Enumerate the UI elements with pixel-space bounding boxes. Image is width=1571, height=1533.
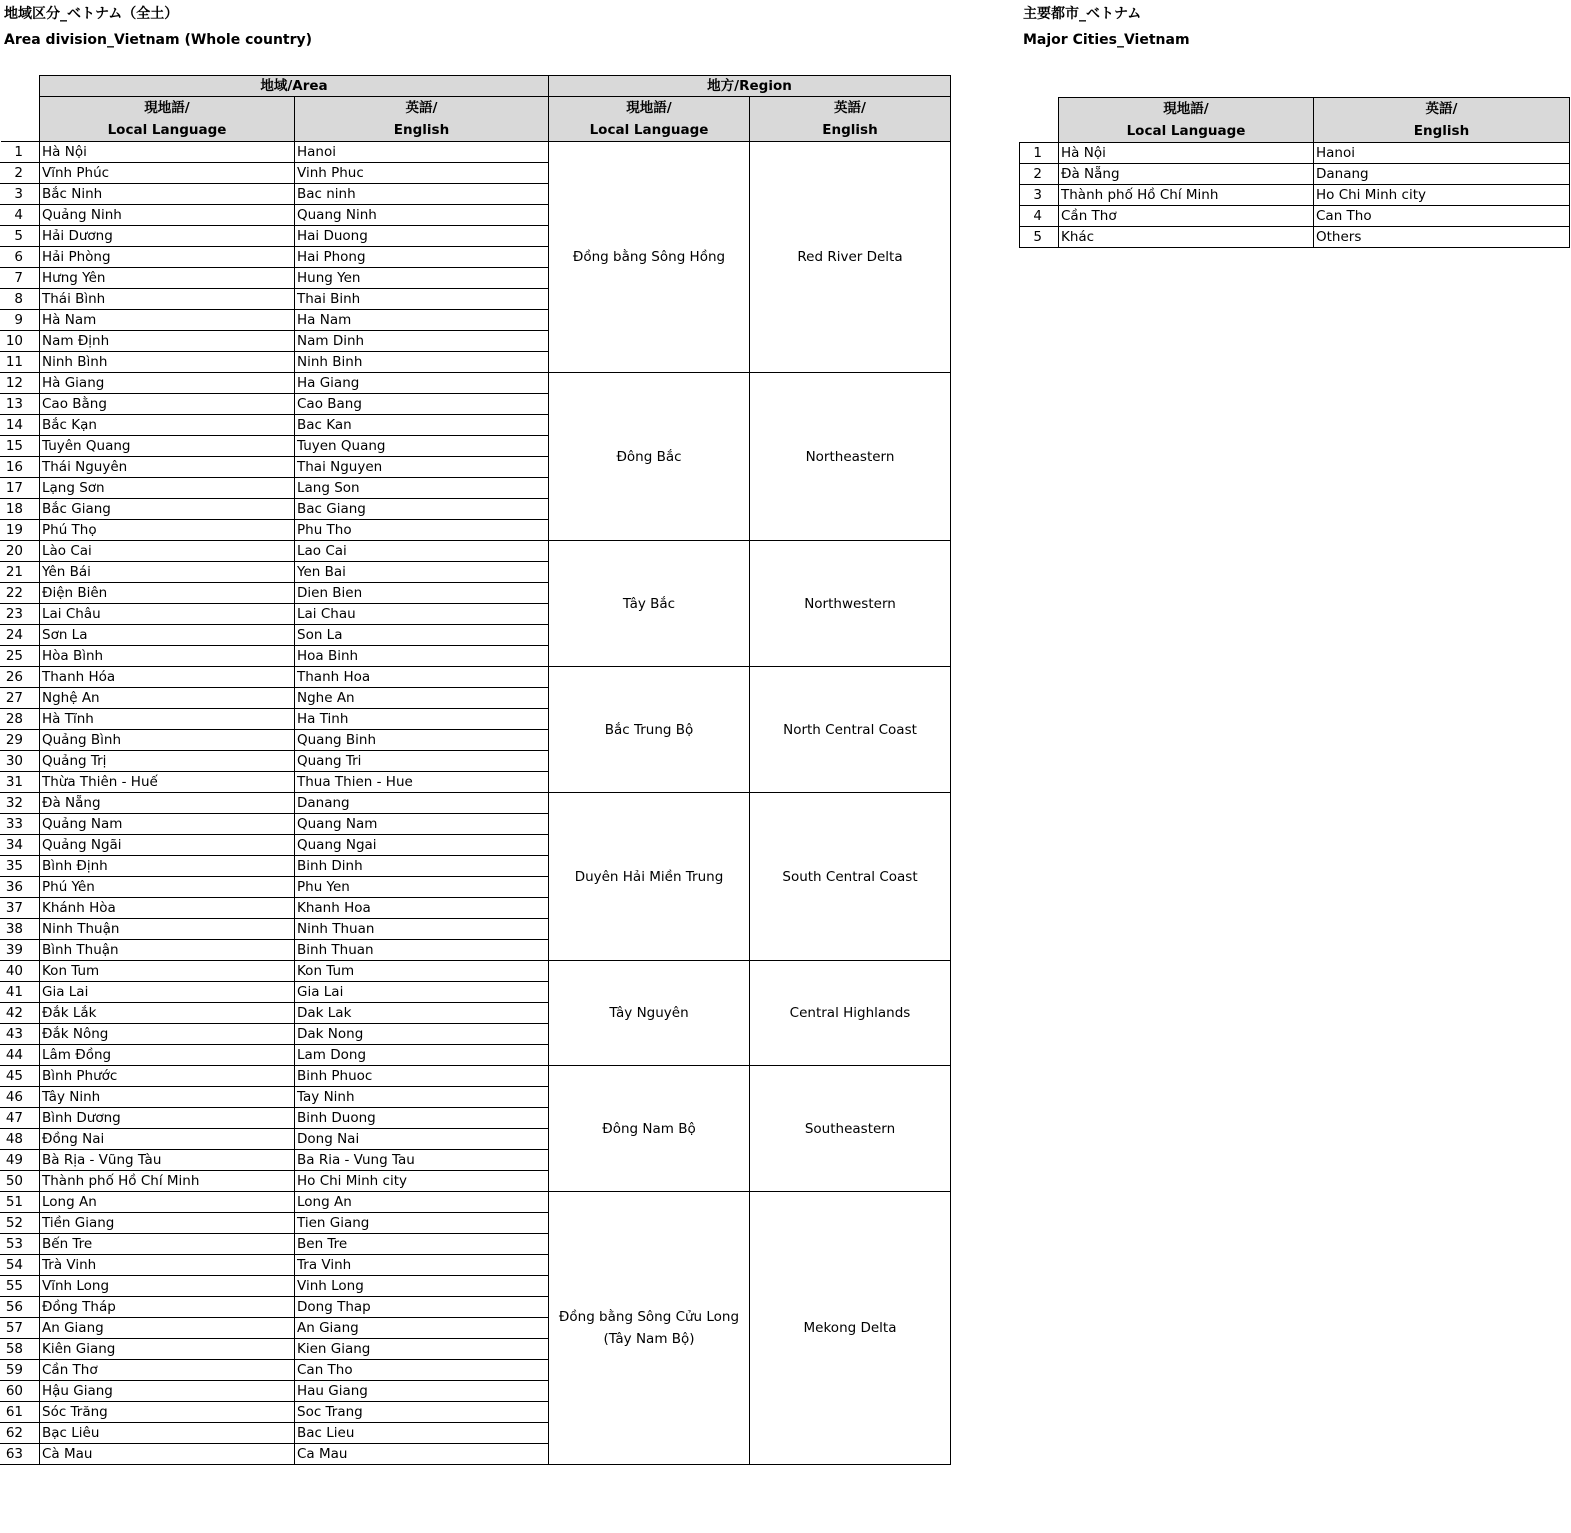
row-number: 7 (1, 268, 40, 289)
area-english-cell: Phu Tho (295, 520, 549, 541)
area-local-cell: Tiền Giang (40, 1213, 295, 1234)
blank-corner (1, 76, 40, 97)
cities-local-header (1059, 98, 1314, 143)
table-row (1020, 185, 1570, 206)
area-local-cell: Phú Thọ (40, 520, 295, 541)
row-number: 33 (1, 814, 40, 835)
row-number: 35 (1, 856, 40, 877)
header-en: English (393, 122, 450, 138)
row-number: 39 (1, 940, 40, 961)
row-number: 36 (1, 877, 40, 898)
row-number: 38 (1, 919, 40, 940)
area-local-cell: Phú Yên (40, 877, 295, 898)
table-row (1020, 143, 1570, 164)
region-english-cell: North Central Coast (750, 667, 951, 793)
area-english-cell: Ninh Binh (295, 352, 549, 373)
header-en: Local Language (589, 122, 709, 138)
area-local-cell: Lai Châu (40, 604, 295, 625)
area-english-cell: Khanh Hoa (295, 898, 549, 919)
area-english-cell: Bac Lieu (295, 1423, 549, 1444)
header-jp: 現地語/ (1163, 101, 1209, 117)
region-local-text: (Tây Nam Bộ) (603, 1331, 695, 1347)
row-number: 62 (1, 1423, 40, 1444)
header-en: English (1413, 123, 1470, 139)
area-english-cell: Hung Yen (295, 268, 549, 289)
header-jp: 英語/ (405, 100, 438, 116)
row-number: 42 (1, 1003, 40, 1024)
area-english-cell: Vinh Long (295, 1276, 549, 1297)
area-group-header: 地域/Area (40, 76, 549, 97)
row-number: 19 (1, 520, 40, 541)
area-english-cell: Lang Son (295, 478, 549, 499)
region-english-cell: Red River Delta (750, 142, 951, 373)
row-number: 17 (1, 478, 40, 499)
region-local-text: Duyên Hải Miền Trung (574, 868, 724, 885)
area-table-body (1, 142, 951, 1465)
row-number: 58 (1, 1339, 40, 1360)
area-local-cell: Trà Vinh (40, 1255, 295, 1276)
city-english-cell: Hanoi (1314, 143, 1570, 164)
row-number: 23 (1, 604, 40, 625)
header-jp: 現地語/ (626, 100, 672, 116)
area-english-cell: Bac ninh (295, 184, 549, 205)
area-local-cell: Hà Nam (40, 310, 295, 331)
area-local-cell: Lạng Sơn (40, 478, 295, 499)
row-number: 8 (1, 289, 40, 310)
row-number: 28 (1, 709, 40, 730)
area-local-cell: Yên Bái (40, 562, 295, 583)
area-english-cell: Hai Phong (295, 247, 549, 268)
table-row (1020, 206, 1570, 227)
area-local-cell: Hà Nội (40, 142, 295, 163)
cities-table-body (1020, 143, 1570, 248)
row-number: 44 (1, 1045, 40, 1066)
area-local-cell: Cao Bằng (40, 394, 295, 415)
area-english-cell: Lam Dong (295, 1045, 549, 1066)
area-english-cell: Quang Nam (295, 814, 549, 835)
area-english-cell: Hau Giang (295, 1381, 549, 1402)
row-number: 40 (1, 961, 40, 982)
region-local-cell (549, 961, 750, 1066)
area-english-cell: Dak Nong (295, 1024, 549, 1045)
row-number: 46 (1, 1087, 40, 1108)
area-local-cell: Bạc Liêu (40, 1423, 295, 1444)
row-number: 50 (1, 1171, 40, 1192)
row-number: 2 (1, 163, 40, 184)
area-local-cell: Bà Rịa - Vũng Tàu (40, 1150, 295, 1171)
city-local-cell: Hà Nội (1059, 143, 1314, 164)
row-number: 18 (1, 499, 40, 520)
area-local-cell: Quảng Ngãi (40, 835, 295, 856)
area-english-cell: Vinh Phuc (295, 163, 549, 184)
row-number: 9 (1, 310, 40, 331)
row-number: 14 (1, 415, 40, 436)
column-header-row (1, 97, 951, 142)
area-local-cell: Quảng Ninh (40, 205, 295, 226)
area-local-cell: Hải Phòng (40, 247, 295, 268)
region-local-text: Đồng bằng Sông Cửu Long (558, 1309, 740, 1325)
area-english-cell: Danang (295, 793, 549, 814)
area-local-cell: Quảng Nam (40, 814, 295, 835)
row-number: 51 (1, 1192, 40, 1213)
major-cities-table (1019, 97, 1570, 248)
area-english-cell: Hai Duong (295, 226, 549, 247)
row-number: 49 (1, 1150, 40, 1171)
region-english-cell: Southeastern (750, 1066, 951, 1192)
area-local-cell: Kiên Giang (40, 1339, 295, 1360)
header-jp: 英語/ (1425, 101, 1458, 117)
area-english-cell: Kien Giang (295, 1339, 549, 1360)
city-english-cell: Danang (1314, 164, 1570, 185)
region-local-text: Đông Bắc (616, 448, 682, 465)
area-english-cell: Ho Chi Minh city (295, 1171, 549, 1192)
area-local-cell: Bình Dương (40, 1108, 295, 1129)
area-english-cell: Binh Duong (295, 1108, 549, 1129)
table-row (1, 793, 951, 814)
area-local-cell: Cần Thơ (40, 1360, 295, 1381)
region-group-header: 地方/Region (549, 76, 951, 97)
area-title-jp: 地域区分_ベトナム（全土） (4, 6, 179, 22)
area-english-cell: Quang Ninh (295, 205, 549, 226)
area-local-cell: Hưng Yên (40, 268, 295, 289)
area-local-cell: Hòa Bình (40, 646, 295, 667)
area-local-cell: Thanh Hóa (40, 667, 295, 688)
row-number: 16 (1, 457, 40, 478)
column-header-row (1020, 98, 1570, 143)
area-english-cell: Binh Phuoc (295, 1066, 549, 1087)
region-local-text: Tây Nguyên (609, 1005, 689, 1021)
row-number: 5 (1, 226, 40, 247)
row-number: 43 (1, 1024, 40, 1045)
area-english-cell: Nam Dinh (295, 331, 549, 352)
area-english-cell: Quang Binh (295, 730, 549, 751)
area-local-cell: Bình Phước (40, 1066, 295, 1087)
area-english-cell: Phu Yen (295, 877, 549, 898)
cities-english-header (1314, 98, 1570, 143)
area-english-cell: Ninh Thuan (295, 919, 549, 940)
row-number: 54 (1, 1255, 40, 1276)
area-local-cell: Đồng Tháp (40, 1297, 295, 1318)
city-local-cell: Khác (1059, 227, 1314, 248)
area-english-cell: Tuyen Quang (295, 436, 549, 457)
area-local-cell: Bắc Kạn (40, 415, 295, 436)
row-number: 41 (1, 982, 40, 1003)
row-number: 21 (1, 562, 40, 583)
table-row (1, 667, 951, 688)
cities-title-jp: 主要都市_ベトナム (1023, 6, 1142, 22)
region-local-text: Tây Bắc (622, 595, 676, 612)
area-english-cell: Ha Tinh (295, 709, 549, 730)
row-number: 57 (1, 1318, 40, 1339)
row-number: 4 (1, 205, 40, 226)
row-number: 11 (1, 352, 40, 373)
area-local-cell: Đắk Nông (40, 1024, 295, 1045)
area-english-cell: Thai Binh (295, 289, 549, 310)
region-local-cell (549, 541, 750, 667)
area-local-cell: Lâm Đồng (40, 1045, 295, 1066)
area-english-cell: Hanoi (295, 142, 549, 163)
area-english-cell: An Giang (295, 1318, 549, 1339)
region-local-cell (549, 1066, 750, 1192)
city-local-cell: Thành phố Hồ Chí Minh (1059, 185, 1314, 206)
group-header-row (1, 76, 951, 97)
table-row (1, 541, 951, 562)
area-english-cell: Dong Thap (295, 1297, 549, 1318)
region-local-cell (549, 142, 750, 373)
area-english-cell: Gia Lai (295, 982, 549, 1003)
table-row (1, 142, 951, 163)
row-number: 52 (1, 1213, 40, 1234)
area-local-cell: Thái Nguyên (40, 457, 295, 478)
area-english-cell: Quang Ngai (295, 835, 549, 856)
row-number: 47 (1, 1108, 40, 1129)
row-number: 34 (1, 835, 40, 856)
area-english-cell: Soc Trang (295, 1402, 549, 1423)
blank-corner (1, 97, 40, 142)
area-local-cell: Bình Định (40, 856, 295, 877)
area-english-cell: Tra Vinh (295, 1255, 549, 1276)
region-local-text: Đồng bằng Sông Hồng (572, 249, 726, 265)
area-local-cell: Bến Tre (40, 1234, 295, 1255)
table-row (1020, 164, 1570, 185)
header-jp: 現地語/ (144, 100, 190, 116)
area-local-cell: Hà Giang (40, 373, 295, 394)
row-number: 59 (1, 1360, 40, 1381)
area-english-cell: Tien Giang (295, 1213, 549, 1234)
row-number: 26 (1, 667, 40, 688)
city-local-cell: Đà Nẵng (1059, 164, 1314, 185)
area-english-cell: Ca Mau (295, 1444, 549, 1465)
blank-corner (1020, 98, 1059, 143)
area-local-cell: Đà Nẵng (40, 793, 295, 814)
region-local-text: Đông Nam Bộ (602, 1120, 696, 1137)
area-local-cell: Hậu Giang (40, 1381, 295, 1402)
area-english-header (295, 97, 549, 142)
region-local-cell (549, 1192, 750, 1465)
row-number: 56 (1, 1297, 40, 1318)
area-local-cell: Hà Tĩnh (40, 709, 295, 730)
region-english-header (750, 97, 951, 142)
area-local-cell: Lào Cai (40, 541, 295, 562)
area-english-cell: Ha Giang (295, 373, 549, 394)
area-english-cell: Bac Giang (295, 499, 549, 520)
region-english-cell: Northwestern (750, 541, 951, 667)
row-number: 3 (1020, 185, 1059, 206)
row-number: 48 (1, 1129, 40, 1150)
area-english-cell: Binh Thuan (295, 940, 549, 961)
header-jp: 英語/ (834, 100, 866, 116)
area-english-cell: Quang Tri (295, 751, 549, 772)
area-local-cell: Vĩnh Long (40, 1276, 295, 1297)
area-english-cell: Binh Dinh (295, 856, 549, 877)
area-local-cell: Kon Tum (40, 961, 295, 982)
area-local-cell: Quảng Trị (40, 751, 295, 772)
area-english-cell: Cao Bang (295, 394, 549, 415)
region-local-cell (549, 793, 750, 961)
area-english-cell: Dong Nai (295, 1129, 549, 1150)
area-english-cell: Tay Ninh (295, 1087, 549, 1108)
table-row (1, 961, 951, 982)
row-number: 37 (1, 898, 40, 919)
area-local-cell: Bình Thuận (40, 940, 295, 961)
area-local-cell: Thành phố Hồ Chí Minh (40, 1171, 295, 1192)
row-number: 22 (1, 583, 40, 604)
table-row (1, 1066, 951, 1087)
row-number: 15 (1, 436, 40, 457)
row-number: 5 (1020, 227, 1059, 248)
region-english-cell: Northeastern (750, 373, 951, 541)
area-local-cell: Long An (40, 1192, 295, 1213)
header-en: English (822, 122, 878, 138)
header-en: Local Language (107, 122, 227, 138)
row-number: 3 (1, 184, 40, 205)
region-english-cell: Central Highlands (750, 961, 951, 1066)
table-row (1, 373, 951, 394)
row-number: 63 (1, 1444, 40, 1465)
area-local-cell: Ninh Thuận (40, 919, 295, 940)
row-number: 4 (1020, 206, 1059, 227)
region-english-cell: South Central Coast (750, 793, 951, 961)
area-english-cell: Nghe An (295, 688, 549, 709)
area-local-cell: Tuyên Quang (40, 436, 295, 457)
header-en: Local Language (1126, 123, 1246, 139)
area-english-cell: Son La (295, 625, 549, 646)
row-number: 10 (1, 331, 40, 352)
row-number: 32 (1, 793, 40, 814)
area-english-cell: Dak Lak (295, 1003, 549, 1024)
area-local-cell: Tây Ninh (40, 1087, 295, 1108)
area-local-header (40, 97, 295, 142)
row-number: 27 (1, 688, 40, 709)
area-local-cell: An Giang (40, 1318, 295, 1339)
row-number: 12 (1, 373, 40, 394)
area-english-cell: Hoa Binh (295, 646, 549, 667)
row-number: 25 (1, 646, 40, 667)
region-local-header (549, 97, 750, 142)
area-local-cell: Nghệ An (40, 688, 295, 709)
area-local-cell: Đắk Lắk (40, 1003, 295, 1024)
row-number: 29 (1, 730, 40, 751)
area-local-cell: Gia Lai (40, 982, 295, 1003)
city-english-cell: Ho Chi Minh city (1314, 185, 1570, 206)
region-local-text: Bắc Trung Bộ (604, 721, 694, 738)
row-number: 2 (1020, 164, 1059, 185)
area-local-cell: Đồng Nai (40, 1129, 295, 1150)
region-local-cell (549, 373, 750, 541)
row-number: 13 (1, 394, 40, 415)
area-division-table (0, 75, 951, 1465)
area-local-cell: Khánh Hòa (40, 898, 295, 919)
area-local-cell: Nam Định (40, 331, 295, 352)
area-local-cell: Cà Mau (40, 1444, 295, 1465)
area-english-cell: Thai Nguyen (295, 457, 549, 478)
area-english-cell: Lai Chau (295, 604, 549, 625)
row-number: 6 (1, 247, 40, 268)
area-local-cell: Sơn La (40, 625, 295, 646)
table-row (1020, 227, 1570, 248)
table-row (1, 1192, 951, 1213)
region-english-cell: Mekong Delta (750, 1192, 951, 1465)
area-local-cell: Sóc Trăng (40, 1402, 295, 1423)
city-local-cell: Cần Thơ (1059, 206, 1314, 227)
area-english-cell: Long An (295, 1192, 549, 1213)
area-english-cell: Yen Bai (295, 562, 549, 583)
area-title-en: Area division_Vietnam (Whole country) (4, 32, 313, 48)
city-english-cell: Others (1314, 227, 1570, 248)
city-english-cell: Can Tho (1314, 206, 1570, 227)
row-number: 31 (1, 772, 40, 793)
area-english-cell: Thanh Hoa (295, 667, 549, 688)
area-english-cell: Can Tho (295, 1360, 549, 1381)
region-local-cell (549, 667, 750, 793)
cities-title-en: Major Cities_Vietnam (1023, 32, 1190, 48)
row-number: 24 (1, 625, 40, 646)
area-english-cell: Thua Thien - Hue (295, 772, 549, 793)
area-local-cell: Quảng Bình (40, 730, 295, 751)
area-local-cell: Vĩnh Phúc (40, 163, 295, 184)
row-number: 60 (1, 1381, 40, 1402)
row-number: 55 (1, 1276, 40, 1297)
area-english-cell: Lao Cai (295, 541, 549, 562)
area-english-cell: Kon Tum (295, 961, 549, 982)
area-local-cell: Thừa Thiên - Huế (40, 772, 295, 793)
row-number: 1 (1020, 143, 1059, 164)
row-number: 45 (1, 1066, 40, 1087)
area-local-cell: Ninh Bình (40, 352, 295, 373)
area-local-cell: Bắc Ninh (40, 184, 295, 205)
area-english-cell: Bac Kan (295, 415, 549, 436)
area-local-cell: Điện Biên (40, 583, 295, 604)
row-number: 61 (1, 1402, 40, 1423)
row-number: 30 (1, 751, 40, 772)
area-english-cell: Ba Ria - Vung Tau (295, 1150, 549, 1171)
row-number: 53 (1, 1234, 40, 1255)
row-number: 1 (1, 142, 40, 163)
area-local-cell: Thái Bình (40, 289, 295, 310)
area-english-cell: Dien Bien (295, 583, 549, 604)
area-english-cell: Ben Tre (295, 1234, 549, 1255)
area-english-cell: Ha Nam (295, 310, 549, 331)
area-local-cell: Hải Dương (40, 226, 295, 247)
area-local-cell: Bắc Giang (40, 499, 295, 520)
row-number: 20 (1, 541, 40, 562)
